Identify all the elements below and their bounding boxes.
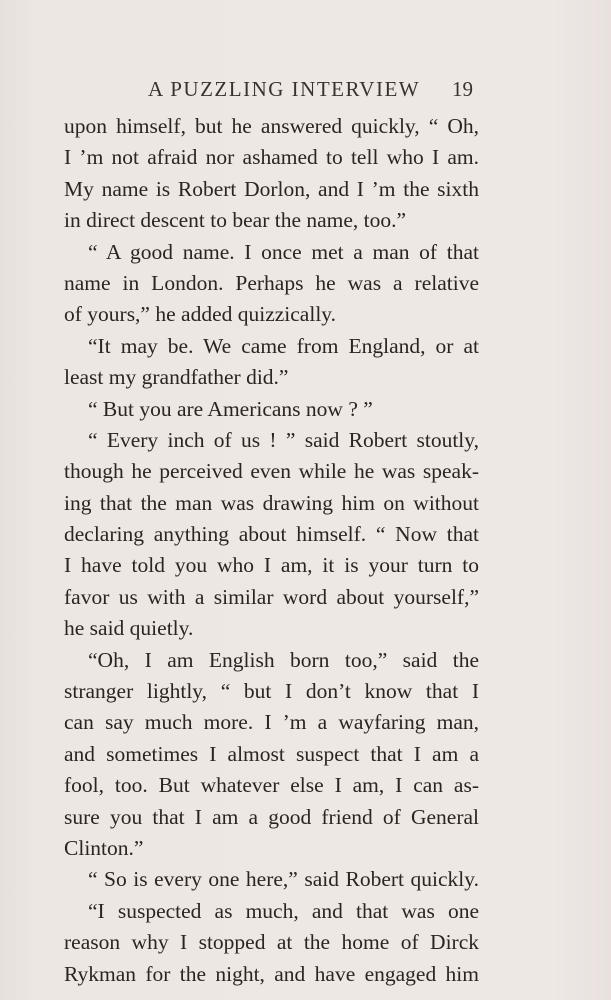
text-line: I have told you who I am, it is your turn to: [64, 553, 479, 578]
text-line: name in London. Perhaps he was a relative: [64, 270, 479, 295]
text-line: stranger lightly, “ but I don’t know that I: [64, 679, 479, 704]
text-line: sure you that I am a good friend of General: [64, 804, 479, 829]
text-line: “It may be. We came from England, or at: [88, 333, 479, 358]
page-number: 19: [452, 77, 473, 101]
text-line: favor us with a similar word about yourself,”: [64, 584, 479, 609]
text-line: Rykman for the night, and have engaged him: [64, 961, 479, 986]
text-line: reason why I stopped at the home of Dirck: [64, 930, 479, 955]
text-line: “I suspected as much, and that was one: [88, 898, 479, 923]
text-line: upon himself, but he answered quickly, “ Oh,: [64, 114, 479, 138]
page-header: [0, 77, 611, 107]
text-line: of yours,” he added quizzically.: [64, 302, 337, 327]
text-line: “Oh, I am English born too,” said the: [88, 647, 479, 672]
text-line: in direct descent to bear the name, too.”: [64, 208, 407, 233]
text-line: “ So is every one here,” said Robert quickly.: [88, 867, 479, 892]
text-line: though he perceived even while he was speak-: [64, 459, 479, 484]
text-line: Clinton.”: [64, 835, 144, 860]
running-head: A PUZZLING INTERVIEW: [148, 77, 421, 101]
text-line: and sometimes I almost suspect that I am a: [64, 741, 479, 766]
text-line: he said quietly.: [64, 616, 194, 641]
text-line: ing that the man was drawing him on without: [64, 490, 479, 515]
text-line: “ Every inch of us ! ” said Robert stoutly,: [88, 427, 479, 452]
text-line: declaring anything about himself. “ Now that: [64, 522, 479, 547]
text-line: fool, too. But whatever else I am, I can as-: [64, 773, 479, 798]
text-line: can say much more. I ’m a wayfaring man,: [64, 710, 479, 735]
body-text: [64, 111, 479, 990]
text-line: “ A good name. I once met a man of that: [88, 239, 479, 264]
text-line: My name is Robert Dorlon, and I ’m the sixth: [64, 176, 479, 201]
text-line: least my grandfather did.”: [64, 365, 289, 390]
text-line: I ’m not afraid nor ashamed to tell who I am.: [64, 145, 479, 170]
text-line: “ But you are Americans now ? ”: [88, 396, 373, 421]
